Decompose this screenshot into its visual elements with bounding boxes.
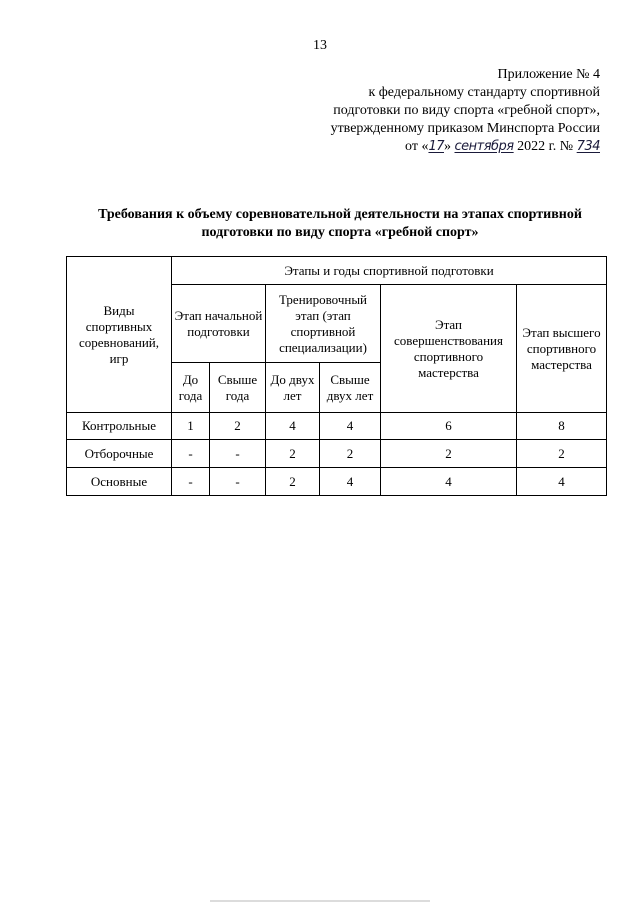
appendix-line-3: подготовки по виду спорта «гребной спорт», <box>333 103 600 118</box>
header-stage-improvement: Этап совершенствования спортивного мастерства <box>381 285 517 413</box>
order-month-handwritten: сентября <box>454 139 514 154</box>
table-row <box>67 440 607 468</box>
header-stage-training: Тренировочный этап (этап спортивной специализации) <box>266 285 381 363</box>
header-stage-highest: Этап высшего спортивного мастерства <box>517 285 607 413</box>
appendix-line-2: к федеральному стандарту спортивной <box>368 85 600 100</box>
cell: 4 <box>266 413 320 440</box>
cell: 2 <box>320 440 381 468</box>
header-competition-types: Виды спортивных соревнований, игр <box>67 257 172 413</box>
cell: - <box>172 440 210 468</box>
appendix-title: Приложение № 4 <box>497 67 600 82</box>
order-day-handwritten: 17 <box>428 139 444 154</box>
document-title <box>70 206 610 242</box>
cell: 2 <box>381 440 517 468</box>
order-prefix: от « <box>405 139 429 154</box>
title-line-2: подготовки по виду спорта «гребной спорт» <box>201 225 479 240</box>
table-row <box>67 413 607 440</box>
cell: 4 <box>517 468 607 496</box>
requirements-table <box>66 256 607 496</box>
appendix-line-4: утвержденному приказом Минспорта России <box>330 121 600 136</box>
cell: 4 <box>320 468 381 496</box>
cell: 4 <box>320 413 381 440</box>
cell: 2 <box>266 440 320 468</box>
title-line-1: Требования к объему соревновательной деятельности на этапах спортивной <box>98 207 582 222</box>
table-row <box>67 468 607 496</box>
cell: 2 <box>210 413 266 440</box>
subheader-over-two-years: Свыше двух лет <box>320 363 381 413</box>
cell: 1 <box>172 413 210 440</box>
header-stage-initial: Этап начальной подготовки <box>172 285 266 363</box>
order-date-line <box>300 138 600 156</box>
cell: 6 <box>381 413 517 440</box>
subheader-up-to-year: До года <box>172 363 210 413</box>
row-name: Контрольные <box>67 413 172 440</box>
order-year: 2022 г. № <box>517 139 574 154</box>
cell: 2 <box>517 440 607 468</box>
order-number-handwritten: 734 <box>576 139 600 154</box>
cell: 2 <box>266 468 320 496</box>
cell: - <box>210 468 266 496</box>
appendix-header <box>300 66 600 156</box>
scan-edge-line <box>210 900 430 902</box>
subheader-up-to-two-years: До двух лет <box>266 363 320 413</box>
cell: 4 <box>381 468 517 496</box>
cell: 8 <box>517 413 607 440</box>
page-number: 13 <box>313 38 327 53</box>
row-name: Отборочные <box>67 440 172 468</box>
subheader-over-year: Свыше года <box>210 363 266 413</box>
cell: - <box>210 440 266 468</box>
row-name: Основные <box>67 468 172 496</box>
header-stages: Этапы и годы спортивной подготовки <box>172 257 607 285</box>
cell: - <box>172 468 210 496</box>
order-mid: » <box>444 139 451 154</box>
